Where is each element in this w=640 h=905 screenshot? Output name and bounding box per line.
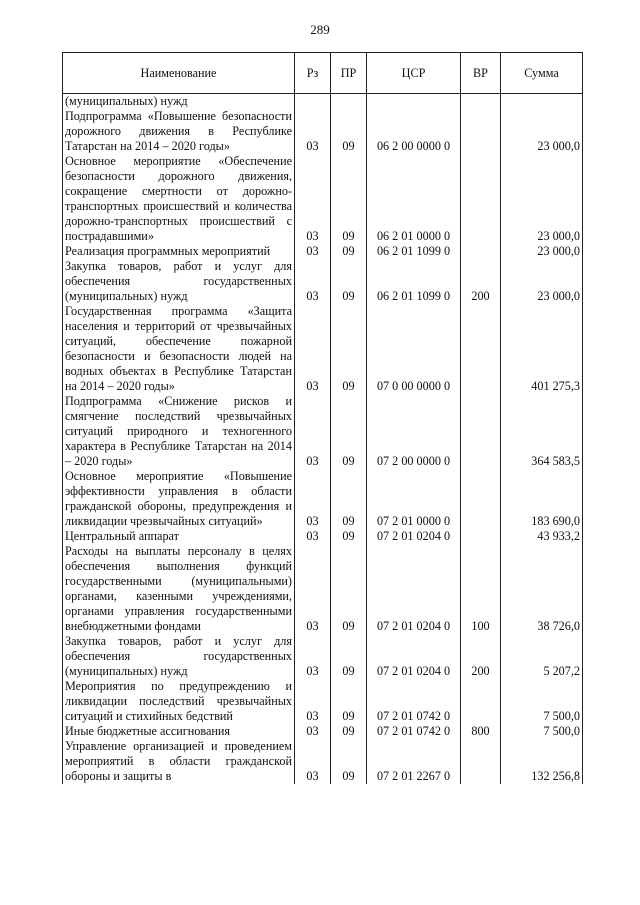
cell-sum: 364 583,5: [501, 394, 583, 469]
cell-name: Реализация программных мероприятий: [63, 244, 295, 259]
table-row: [63, 679, 583, 724]
cell-pr: 09: [331, 394, 367, 469]
cell-rz: 03: [295, 154, 331, 244]
cell-name: Центральный аппарат: [63, 529, 295, 544]
table-row: [63, 724, 583, 739]
cell-name: Закупка товаров, работ и услуг для обеспечения государственных (муниципальных) нужд: [63, 259, 295, 304]
table-row: [63, 244, 583, 259]
cell-sum: 7 500,0: [501, 679, 583, 724]
cell-rz: 03: [295, 544, 331, 634]
cell-name: Мероприятия по предупреждению и ликвидации последствий чрезвычайных ситуаций и стихийных бедствий: [63, 679, 295, 724]
cell-name: Государственная программа «Защита населения и территорий от чрезвычайных ситуаций, обеспечение пожарной безопасности и безопасности людей на водных объектах в Республике Татарстан на 2014 – 2020 годы»: [63, 304, 295, 394]
cell-pr: 09: [331, 529, 367, 544]
cell-sum: [501, 94, 583, 110]
cell-vr: [461, 529, 501, 544]
cell-vr: [461, 94, 501, 110]
cell-csr: 07 2 01 0000 0: [367, 469, 461, 529]
cell-name: Управление организацией и проведением мероприятий в области гражданской обороны и защиты в: [63, 739, 295, 784]
cell-pr: 09: [331, 679, 367, 724]
cell-vr: [461, 394, 501, 469]
cell-vr: [461, 739, 501, 784]
table-row: [63, 154, 583, 244]
cell-sum: 183 690,0: [501, 469, 583, 529]
cell-pr: 09: [331, 739, 367, 784]
table-row: [63, 109, 583, 154]
cell-sum: 23 000,0: [501, 154, 583, 244]
cell-rz: 03: [295, 739, 331, 784]
cell-csr: 07 2 01 0204 0: [367, 634, 461, 679]
cell-name: Подпрограмма «Снижение рисков и смягчение последствий чрезвычайных ситуаций природного и техногенного характера в Республике Татарстан на 2014 – 2020 годы»: [63, 394, 295, 469]
cell-rz: 03: [295, 724, 331, 739]
budget-table: [62, 52, 583, 784]
cell-vr: [461, 679, 501, 724]
table-row: [63, 469, 583, 529]
cell-rz: 03: [295, 469, 331, 529]
cell-pr: [331, 94, 367, 110]
cell-sum: 38 726,0: [501, 544, 583, 634]
cell-pr: 09: [331, 724, 367, 739]
table-header-row: [63, 53, 583, 94]
cell-csr: 06 2 01 1099 0: [367, 244, 461, 259]
cell-rz: 03: [295, 244, 331, 259]
cell-rz: 03: [295, 679, 331, 724]
cell-pr: 09: [331, 244, 367, 259]
cell-csr: 07 2 01 0742 0: [367, 679, 461, 724]
table-row: [63, 94, 583, 110]
cell-rz: 03: [295, 304, 331, 394]
cell-csr: 07 2 00 0000 0: [367, 394, 461, 469]
cell-name: Подпрограмма «Повышение безопасности дорожного движения в Республике Татарстан на 2014 – 2020 годы»: [63, 109, 295, 154]
cell-csr: 06 2 00 0000 0: [367, 109, 461, 154]
header-sum: Сумма: [501, 53, 583, 94]
header-name: Наименование: [63, 53, 295, 94]
table-row: [63, 529, 583, 544]
cell-name: Основное мероприятие «Обеспечение безопасности дорожного движения, сокращение смертности от дорожно-транспортных происшествий и количества дорожно-транспортных происшествий с пострадавшими»: [63, 154, 295, 244]
cell-sum: 132 256,8: [501, 739, 583, 784]
cell-name: Закупка товаров, работ и услуг для обеспечения государственных (муниципальных) нужд: [63, 634, 295, 679]
cell-csr: 07 0 00 0000 0: [367, 304, 461, 394]
cell-vr: [461, 304, 501, 394]
table-row: [63, 304, 583, 394]
cell-vr: [461, 469, 501, 529]
cell-pr: 09: [331, 154, 367, 244]
cell-csr: 07 2 01 2267 0: [367, 739, 461, 784]
cell-rz: [295, 94, 331, 110]
cell-csr: 07 2 01 0742 0: [367, 724, 461, 739]
table-row: [63, 634, 583, 679]
cell-rz: 03: [295, 634, 331, 679]
cell-sum: 7 500,0: [501, 724, 583, 739]
cell-csr: 07 2 01 0204 0: [367, 529, 461, 544]
cell-csr: [367, 94, 461, 110]
cell-csr: 06 2 01 0000 0: [367, 154, 461, 244]
cell-rz: 03: [295, 529, 331, 544]
cell-name: Основное мероприятие «Повышение эффективности управления в области гражданской обороны, предупреждения и ликвидации чрезвычайных ситуаций»: [63, 469, 295, 529]
cell-vr: [461, 154, 501, 244]
cell-rz: 03: [295, 109, 331, 154]
cell-rz: 03: [295, 394, 331, 469]
header-rz: Рз: [295, 53, 331, 94]
cell-sum: 23 000,0: [501, 244, 583, 259]
table-body: [63, 94, 583, 785]
cell-sum: 401 275,3: [501, 304, 583, 394]
cell-csr: 06 2 01 1099 0: [367, 259, 461, 304]
cell-name: (муниципальных) нужд: [63, 94, 295, 110]
table-row: [63, 259, 583, 304]
cell-name: Расходы на выплаты персоналу в целях обеспечения выполнения функций государственными (муниципальными) органами, казенными учреждениями, органами управления государственными внебюджетными фондами: [63, 544, 295, 634]
cell-pr: 09: [331, 109, 367, 154]
cell-vr: 800: [461, 724, 501, 739]
cell-name: Иные бюджетные ассигнования: [63, 724, 295, 739]
table-row: [63, 394, 583, 469]
header-csr: ЦСР: [367, 53, 461, 94]
cell-pr: 09: [331, 544, 367, 634]
page-number: 289: [310, 22, 330, 37]
cell-sum: 5 207,2: [501, 634, 583, 679]
table-row: [63, 739, 583, 784]
cell-vr: 100: [461, 544, 501, 634]
cell-rz: 03: [295, 259, 331, 304]
cell-pr: 09: [331, 634, 367, 679]
cell-vr: 200: [461, 634, 501, 679]
cell-sum: 23 000,0: [501, 109, 583, 154]
cell-pr: 09: [331, 304, 367, 394]
header-pr: ПР: [331, 53, 367, 94]
cell-pr: 09: [331, 259, 367, 304]
header-vr: ВР: [461, 53, 501, 94]
cell-vr: [461, 244, 501, 259]
cell-vr: [461, 109, 501, 154]
cell-sum: 23 000,0: [501, 259, 583, 304]
cell-pr: 09: [331, 469, 367, 529]
cell-vr: 200: [461, 259, 501, 304]
table-row: [63, 544, 583, 634]
cell-csr: 07 2 01 0204 0: [367, 544, 461, 634]
cell-sum: 43 933,2: [501, 529, 583, 544]
